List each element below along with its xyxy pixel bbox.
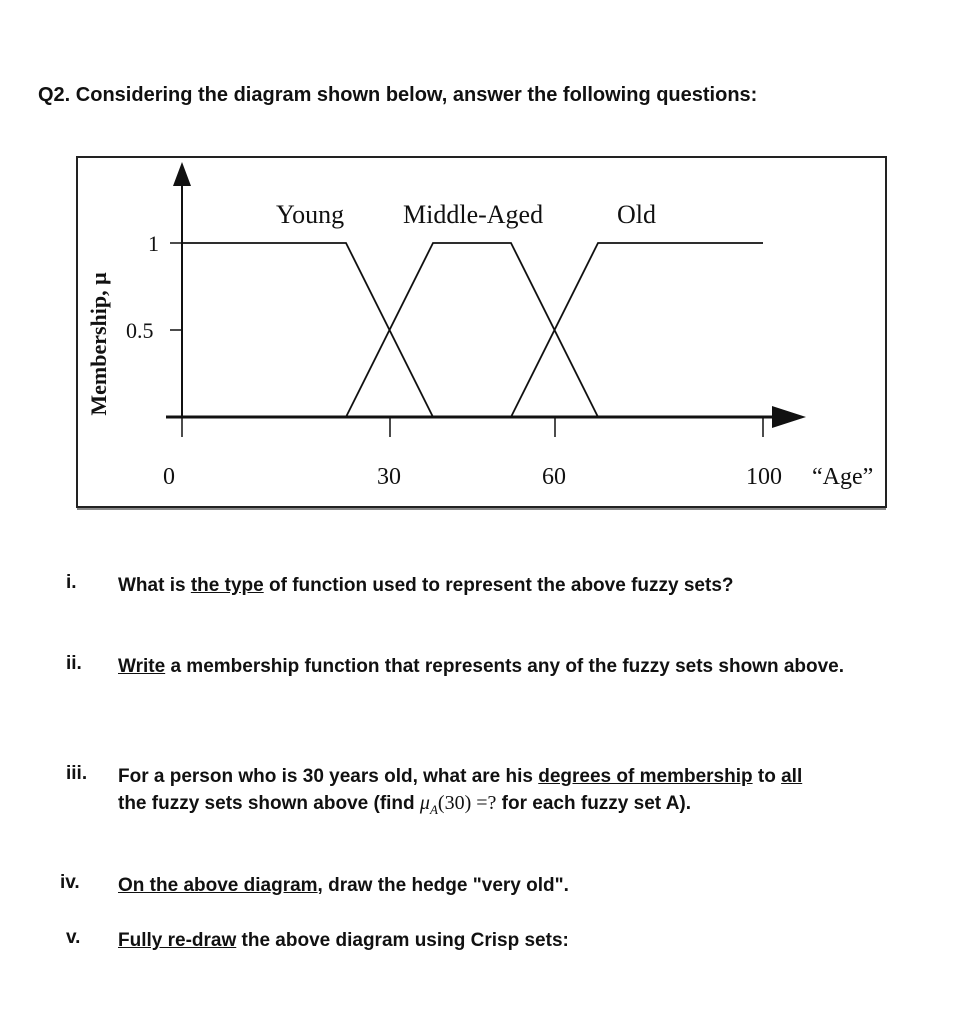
item-text: For a person who is 30 years old, what are his degrees of membership to all the fuzzy sets shown above (find $\mu_A(30)$ =? for each fuzzy set A). — [118, 766, 803, 817]
y-axis-arrow — [173, 162, 191, 186]
underlined-phrase: all — [781, 766, 803, 787]
set-label-middle-aged: Middle-Aged — [403, 200, 544, 229]
item-number: i. — [66, 572, 77, 593]
item-text: What is the type of function used to represent the above fuzzy sets? — [118, 575, 734, 596]
item-number: v. — [66, 927, 81, 948]
y-tick-label-0.5: 0.5 — [126, 318, 154, 343]
set-label-old: Old — [617, 200, 656, 229]
item-number: iv. — [60, 872, 80, 893]
question-title: Q2. Considering the diagram shown below, answer the following questions: — [38, 84, 758, 106]
membership-symbol: $\mu_A$ — [419, 792, 438, 817]
fuzzy-sets-diagram — [76, 156, 888, 510]
item-text: Fully re-draw the above diagram using Crisp sets: — [118, 930, 569, 951]
underlined-phrase: degrees of membership — [538, 766, 753, 787]
item-text: Write a membership function that represents any of the fuzzy sets shown above. — [118, 656, 845, 677]
set-label-young: Young — [276, 200, 345, 229]
item-number: ii. — [66, 653, 82, 674]
x-tick-label-0: 0 — [163, 464, 175, 490]
x-axis-label: “Age” — [812, 464, 874, 490]
item-text: On the above diagram, draw the hedge "very old". — [118, 875, 569, 896]
y-axis-label: Membership, μ — [86, 272, 111, 416]
x-tick-label-100: 100 — [746, 464, 782, 490]
underlined-phrase: the type — [190, 575, 264, 596]
x-tick-label-60: 60 — [542, 464, 566, 490]
y-tick-label-1: 1 — [148, 231, 159, 256]
underlined-phrase: Fully re-draw — [118, 930, 237, 951]
x-tick-label-30: 30 — [377, 464, 401, 490]
underlined-phrase: Write — [118, 656, 166, 677]
membership-expression: (30) =? — [437, 792, 497, 814]
young-membership-line — [182, 243, 433, 417]
underlined-phrase: On the above diagram — [118, 875, 318, 896]
x-axis-arrow — [772, 406, 806, 428]
middle-aged-membership-line — [346, 243, 598, 417]
old-membership-line — [511, 243, 763, 417]
item-number: iii. — [66, 763, 88, 784]
